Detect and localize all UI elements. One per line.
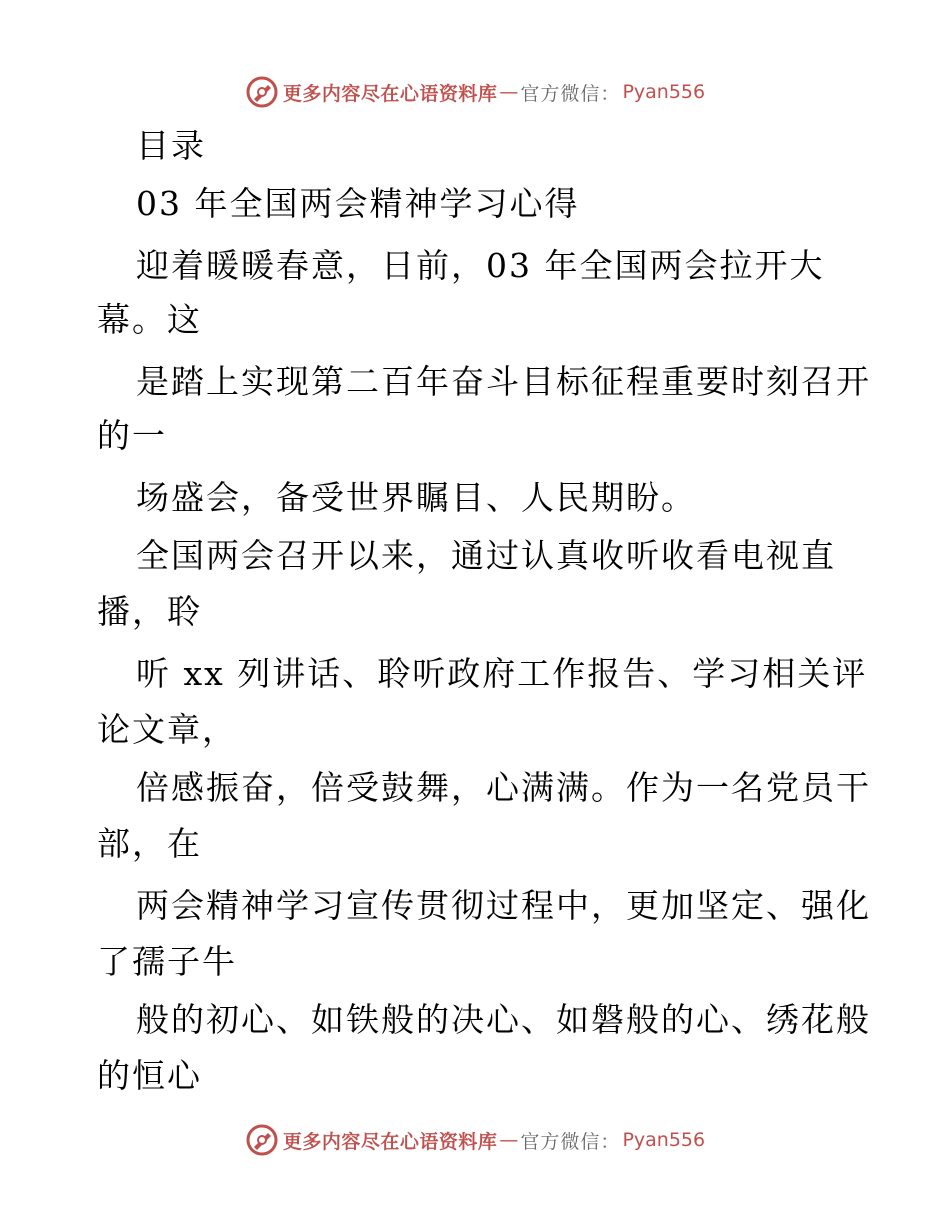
paragraph-line: 论文章， — [97, 710, 237, 749]
paragraph-line: 两会精神学习宣传贯彻过程中，更加坚定、强化 — [136, 886, 871, 925]
paragraph-line: 幕。这 — [97, 300, 202, 339]
paragraph-line: 听 xx 列讲话、聆听政府工作报告、学习相关评 — [136, 654, 868, 693]
paragraph-line: 部，在 — [97, 824, 202, 863]
paragraph-line: 是踏上实现第二百年奋斗目标征程重要时刻召开 — [136, 362, 871, 401]
paragraph-line: 了孺子牛 — [97, 942, 237, 981]
paragraph-line: 迎着暖暖春意，日前，03 年全国两会拉开大 — [136, 246, 825, 285]
logo-icon — [245, 75, 279, 109]
footer-brand-text: 更多内容尽在心语资料库 — [282, 1130, 498, 1153]
paragraph-line: 的恒心 — [97, 1056, 202, 1095]
header-dash: — — [499, 81, 519, 103]
header-watermark — [0, 72, 950, 112]
article-title: 03 年全国两会精神学习心得 — [136, 184, 580, 223]
header-brand-text: 更多内容尽在心语资料库 — [282, 82, 498, 105]
footer-watermark — [0, 1120, 950, 1160]
paragraph-line: 全国两会召开以来，通过认真收听收看电视直 — [136, 536, 836, 575]
footer-wechat-id: Pyan556 — [622, 1129, 706, 1151]
footer-official-label: 官方微信： — [520, 1130, 621, 1153]
header-official-label: 官方微信： — [520, 82, 621, 105]
logo-icon — [245, 1123, 279, 1157]
paragraph-line: 场盛会，备受世界瞩目、人民期盼。 — [136, 478, 696, 517]
paragraph-line: 倍感振奋，倍受鼓舞，心满满。作为一名党员干 — [136, 768, 871, 807]
header-wechat-id: Pyan556 — [622, 81, 706, 103]
paragraph-line: 播，聆 — [97, 592, 202, 631]
paragraph-line: 的一 — [97, 416, 167, 455]
paragraph-line: 般的初心、如铁般的决心、如磐般的心、绣花般 — [136, 1000, 871, 1039]
toc-title: 目录 — [136, 126, 206, 165]
footer-dash: — — [499, 1129, 519, 1151]
